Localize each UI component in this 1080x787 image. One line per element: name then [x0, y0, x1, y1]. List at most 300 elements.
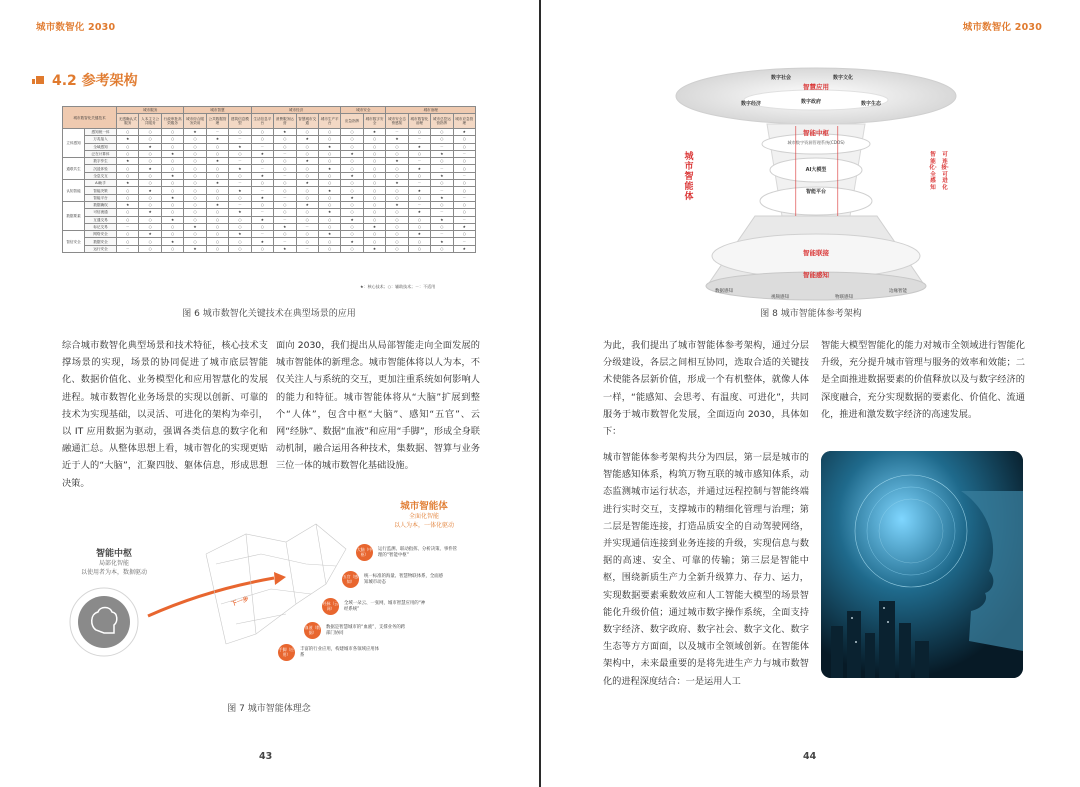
table-cell-symbol: －	[431, 231, 453, 238]
table-cell-symbol: －	[274, 194, 296, 201]
body-paragraph: 面向 2030，我们提出从局部智能走向全面发展的城市智能体的新理念。城市智能体将以人为本，不仅关注人与系统的交互，更加注重系统如何影响人的能力和特征。城市智能体将从“大脑”扩展到整个“人体”，包含中枢“大脑”、感知“五官”、云网“经脉”、数据“血液”和应用“手脚”，形成全身联动机制，融合运用各种技术，集数据、智算与业务三位一体的城市数智化基础设施。	[276, 340, 480, 472]
table-cell-symbol: ○	[206, 209, 228, 216]
table-cell-symbol: ★	[117, 136, 139, 143]
table-group-header: 城市智慧	[184, 107, 251, 114]
table-row	[63, 172, 476, 179]
table-cell-symbol: ★	[363, 129, 385, 136]
table-cell-symbol: ○	[386, 216, 408, 223]
arch-top-label: 数字政府	[801, 99, 822, 105]
table-cell-symbol: ○	[296, 143, 318, 150]
arch-top-label: 数字经济	[741, 101, 762, 107]
figure-caption: 图 8 城市智能体参考架构	[760, 309, 862, 319]
concept-badge: 血液（数据）	[304, 622, 321, 639]
table-cell-symbol: ○	[318, 223, 340, 230]
arch-right-vertical: 可连接·可进化	[941, 152, 949, 191]
table-cell-symbol: ★	[274, 245, 296, 252]
table-category-cell: 通联共生	[63, 158, 85, 180]
table-cell-symbol: ○	[274, 187, 296, 194]
table-cell-symbol: ○	[341, 223, 363, 230]
table-row	[63, 231, 476, 238]
table-cell-symbol: －	[229, 158, 251, 165]
table-cell-symbol: ○	[363, 143, 385, 150]
concept-item-text: 丰富的行业应用，构建城市各领域应用体系	[300, 646, 380, 658]
table-sub-header: 人本主义公共服务	[139, 114, 161, 129]
table-cell-symbol: ○	[161, 129, 183, 136]
table-cell-symbol: ○	[229, 223, 251, 230]
table-cell-symbol: ○	[386, 187, 408, 194]
table-cell-symbol: ★	[229, 143, 251, 150]
table-cell-symbol: －	[117, 245, 139, 252]
arch-hub-label: 智能中枢	[803, 129, 829, 137]
section-marker-icon	[36, 76, 44, 84]
table-cell-symbol: ○	[318, 129, 340, 136]
ai-head-image	[821, 451, 1023, 678]
table-cell-symbol: ○	[296, 194, 318, 201]
table-cell-symbol: ○	[229, 129, 251, 136]
table-cell-symbol: ○	[184, 209, 206, 216]
figure-city-agent-architecture	[675, 66, 957, 302]
table-cell-symbol: ○	[161, 231, 183, 238]
table-cell-symbol: ★	[184, 245, 206, 252]
table-sub-header: 生活信息平台	[251, 114, 273, 129]
table-cell-symbol: ○	[161, 143, 183, 150]
table-cell-symbol: ★	[341, 216, 363, 223]
table-cell-symbol: ○	[386, 209, 408, 216]
table-row	[63, 187, 476, 194]
table-sub-header: 消费服务运营	[274, 114, 296, 129]
table-cell-symbol: ★	[229, 165, 251, 172]
table-cell-symbol: －	[229, 180, 251, 187]
table-cell-symbol: ★	[408, 231, 430, 238]
table-row	[63, 158, 476, 165]
table-sub-header: 行政审批高效服务	[161, 114, 183, 129]
table-cell-symbol: ○	[184, 158, 206, 165]
table-cell-symbol: ○	[296, 238, 318, 245]
table-cell-symbol: ○	[341, 231, 363, 238]
table-cell-symbol: －	[251, 231, 273, 238]
table-tech-cell: 互通交易	[85, 216, 117, 223]
table-cell-symbol: ★	[453, 223, 475, 230]
table-cell-symbol: ★	[206, 136, 228, 143]
table-cell-symbol: ○	[184, 238, 206, 245]
arrow-label: 下一步	[230, 595, 250, 608]
table-sub-header: 城市总控运营指挥	[431, 114, 453, 129]
table-cell-symbol: －	[431, 143, 453, 150]
table-cell-symbol: ○	[139, 136, 161, 143]
table-sub-header: 城市生产平台	[318, 114, 340, 129]
table-cell-symbol: －	[274, 150, 296, 157]
table-cell-symbol: ★	[184, 129, 206, 136]
table-tech-cell: 智能平台	[85, 194, 117, 201]
concept-item	[278, 644, 382, 661]
arch-top-label: 数字社会	[771, 75, 792, 81]
tech-application-table	[62, 106, 476, 253]
concept-item-text: 数据是智慧城市的“血液”，支撑业务的跨部门协同	[326, 624, 406, 636]
table-cell-symbol: ○	[274, 158, 296, 165]
table-cell-symbol: ★	[408, 143, 430, 150]
table-cell-symbol: ○	[161, 136, 183, 143]
table-cell-symbol: ○	[117, 216, 139, 223]
table-cell-symbol: ○	[408, 194, 430, 201]
table-cell-symbol: ○	[408, 172, 430, 179]
table-tech-cell: 智能决策	[85, 187, 117, 194]
table-cell-symbol: ★	[161, 172, 183, 179]
table-cell-symbol: ○	[296, 172, 318, 179]
table-category-cell: 立体感知	[63, 129, 85, 158]
table-cell-symbol: －	[408, 201, 430, 208]
table-cell-symbol: ○	[184, 194, 206, 201]
table-cell-symbol: －	[386, 129, 408, 136]
table-tech-cell: 全息交互	[85, 172, 117, 179]
table-cell-symbol: ★	[251, 216, 273, 223]
table-tech-cell: 数字孪生	[85, 158, 117, 165]
table-cell-symbol: ○	[184, 180, 206, 187]
table-cell-symbol: ○	[296, 209, 318, 216]
table-cell-symbol: ★	[296, 158, 318, 165]
table-cell-symbol: ○	[117, 231, 139, 238]
table-cell-symbol: ★	[318, 209, 340, 216]
table-cell-symbol: ○	[274, 201, 296, 208]
table-cell-symbol: －	[229, 136, 251, 143]
table-cell-symbol: ○	[117, 150, 139, 157]
table-cell-symbol: ○	[139, 158, 161, 165]
table-cell-symbol: ★	[318, 187, 340, 194]
table-cell-symbol: ○	[274, 231, 296, 238]
concept-item-text: 全域一朵云、一张网，城市智慧应用的“神经系统”	[344, 600, 426, 612]
table-cell-symbol: ★	[431, 216, 453, 223]
table-cell-symbol: ○	[296, 231, 318, 238]
arch-right-vertical: 智能化·全感知	[929, 152, 937, 191]
table-cell-symbol: ★	[139, 209, 161, 216]
arch-top-label: 数字生态	[861, 101, 882, 107]
table-cell-symbol: ○	[318, 158, 340, 165]
table-cell-symbol: ○	[161, 165, 183, 172]
arrow-line	[148, 578, 274, 616]
table-cell-symbol: ○	[251, 180, 273, 187]
body-paragraph: 为此，我们提出了城市智能体参考架构，通过分层分级建设，各层之间相互协同，选取合适的关键技术使能各层新价值，形成一个有机整体，就像人体一样，“能感知、会思考、有温度、可进化”，共同服务于城市数智化发展，全面迈向 2030，具体如下：	[603, 340, 809, 438]
table-cell-symbol: ★	[161, 238, 183, 245]
table-tech-cell: 运行安全	[85, 245, 117, 252]
table-cell-symbol: ★	[274, 223, 296, 230]
table-cell-symbol: ★	[386, 158, 408, 165]
table-cell-symbol: ★	[206, 158, 228, 165]
table-cell-symbol: ○	[453, 201, 475, 208]
table-cell-symbol: －	[408, 158, 430, 165]
table-tech-cell: AI助手	[85, 180, 117, 187]
table-tech-cell: 沉浸体验	[85, 165, 117, 172]
table-cell-symbol: ★	[341, 150, 363, 157]
table-cell-symbol: ○	[453, 209, 475, 216]
table-cell-symbol: －	[117, 223, 139, 230]
table-cell-symbol: ○	[251, 136, 273, 143]
table-cell-symbol: ○	[408, 238, 430, 245]
table-cell-symbol: ○	[453, 143, 475, 150]
table-cell-symbol: ○	[161, 180, 183, 187]
concept-right-sub: 全面化智能	[408, 513, 439, 520]
table-cell-symbol: ○	[206, 187, 228, 194]
table-cell-symbol: ○	[206, 165, 228, 172]
arch-platform-label: 智能平台	[805, 189, 826, 195]
table-cell-symbol: ○	[318, 172, 340, 179]
table-cell-symbol: ○	[363, 136, 385, 143]
table-category-cell: 智信安全	[63, 231, 85, 253]
table-cell-symbol: －	[453, 150, 475, 157]
table-cell-symbol: ○	[229, 216, 251, 223]
table-cell-symbol: ○	[296, 129, 318, 136]
concept-item	[322, 598, 426, 615]
table-cell-symbol: ★	[117, 180, 139, 187]
figure-city-agent-concept	[56, 494, 496, 690]
concept-badge: 大脑（中枢）	[356, 544, 373, 561]
table-cell-symbol: ★	[296, 180, 318, 187]
table-cell-symbol: ○	[408, 129, 430, 136]
table-cell-symbol: ○	[206, 216, 228, 223]
table-cell-symbol: ○	[206, 194, 228, 201]
table-row	[63, 216, 476, 223]
table-cell-symbol: ★	[229, 187, 251, 194]
arch-left-vertical: 城市智能体	[684, 152, 694, 202]
table-cell-symbol: ○	[139, 245, 161, 252]
table-cell-symbol: ○	[161, 245, 183, 252]
table-cell-symbol: ○	[139, 238, 161, 245]
table-cell-symbol: －	[296, 245, 318, 252]
table-cell-symbol: ○	[139, 172, 161, 179]
table-cell-symbol: ○	[251, 129, 273, 136]
table-cell-symbol: ★	[206, 180, 228, 187]
table-cell-symbol: ○	[341, 165, 363, 172]
body-paragraph: 综合城市数智化典型场景和技术特征，核心技术支撑场景的实现，场景的协同促进了城市底层智能化、数据价值化、业务模型化和应用智慧化的发展进程。城市数智化业务场景的实现以创新、可靠的技术为实现基础，以灵活、可进化的架构为牵引，以 IT 应用数据为驱动，强调各类信息的数字化和融通汇总。从整体思想上看，城市智化的实现更贴近于人的“大脑”，汇聚四肢、躯体信息，形成思想决策。	[62, 340, 268, 489]
table-cell-symbol: ★	[431, 150, 453, 157]
concept-badge: 五官（感知）	[342, 571, 359, 588]
table-cell-symbol: ★	[229, 231, 251, 238]
table-cell-symbol: ★	[117, 201, 139, 208]
table-cell-symbol: ★	[251, 172, 273, 179]
table-cell-symbol: ○	[139, 201, 161, 208]
table-cell-symbol: ★	[431, 172, 453, 179]
table-row	[63, 143, 476, 150]
table-cell-symbol: ○	[206, 245, 228, 252]
table-cell-symbol: ○	[341, 245, 363, 252]
table-cell-symbol: ○	[251, 201, 273, 208]
table-sub-header: 无感确认式服务	[117, 114, 139, 129]
table-tech-cell: 数据确权	[85, 201, 117, 208]
table-cell-symbol: －	[274, 216, 296, 223]
concept-item-text: 统一标准的海量、智慧物联体系，全面感知城市动态	[364, 573, 444, 585]
table-cell-symbol: ○	[431, 180, 453, 187]
table-cell-symbol: －	[206, 129, 228, 136]
table-sub-header: 智慧城市交通	[296, 114, 318, 129]
table-cell-symbol: ★	[318, 143, 340, 150]
table-cell-symbol: ★	[296, 136, 318, 143]
table-cell-symbol: －	[453, 238, 475, 245]
table-cell-symbol: ○	[229, 245, 251, 252]
table-cell-symbol: ○	[431, 223, 453, 230]
table-cell-symbol: －	[431, 187, 453, 194]
table-cell-symbol: ★	[139, 143, 161, 150]
table-cell-symbol: ○	[229, 194, 251, 201]
table-group-header: 城市安全	[341, 107, 386, 114]
table-cell-symbol: ★	[139, 187, 161, 194]
concept-left-sub: 以使用者为本，数据驱动	[80, 569, 147, 576]
table-cell-symbol: ○	[318, 245, 340, 252]
table-tech-cell: 网络安全	[85, 231, 117, 238]
table-cell-symbol: ○	[274, 180, 296, 187]
table-cell-symbol: ○	[206, 238, 228, 245]
table-cell-symbol: ○	[184, 187, 206, 194]
table-cell-symbol: ○	[453, 158, 475, 165]
arch-os-label: 城市数字资源管理系统(CDOS)	[787, 140, 845, 145]
table-cell-symbol: ○	[251, 223, 273, 230]
table-cell-symbol: ○	[318, 194, 340, 201]
section-title-text: 4.2 参考架构	[52, 73, 138, 89]
table-cell-symbol: ○	[431, 129, 453, 136]
table-cell-symbol: ○	[184, 201, 206, 208]
table-cell-symbol: ○	[363, 231, 385, 238]
table-cell-symbol: ★	[453, 129, 475, 136]
running-head: 城市数智化 2030	[36, 22, 116, 33]
table-cell-symbol: ○	[139, 129, 161, 136]
table-cell-symbol: ★	[251, 194, 273, 201]
arch-app-label: 智慧应用	[803, 83, 829, 91]
table-cell-symbol: ★	[161, 194, 183, 201]
table-cell-symbol: ○	[363, 194, 385, 201]
table-sub-header: 城市数智化治理	[408, 114, 430, 129]
table-cell-symbol: ○	[386, 172, 408, 179]
concept-item	[356, 544, 460, 561]
table-cell-symbol: －	[431, 165, 453, 172]
arch-top-label: 数字文化	[833, 75, 854, 81]
table-sub-header: 应急指挥	[341, 114, 363, 129]
table-cell-symbol: ★	[363, 245, 385, 252]
table-cell-symbol: ○	[229, 238, 251, 245]
table-cell-symbol: ○	[251, 158, 273, 165]
table-cell-symbol: ○	[161, 209, 183, 216]
table-cell-symbol: ★	[386, 136, 408, 143]
table-cell-symbol: ○	[117, 187, 139, 194]
body-paragraph: 智能大模型智能化的能力对城市全领域进行智能化升级，充分提升城市管理与服务的效率和效能；二是全面推进数据要素的价值释放以及与数字经济的深度融合，充分实现数据的要素化、价值化、流通化，推进和激发数字经济的高速发展。	[821, 340, 1025, 420]
concept-badge: 手脚（应用）	[278, 644, 295, 661]
table-legend: ★：核心技术；○：辅助技术；－：不适用	[360, 284, 436, 289]
concept-right-sub: 以人为本，一体化驱动	[393, 522, 454, 529]
table-cell-symbol: －	[251, 209, 273, 216]
page-number: 44	[803, 751, 817, 762]
table-tech-cell: 数据安全	[85, 238, 117, 245]
section-title	[36, 70, 138, 90]
table-cell-symbol: ○	[206, 223, 228, 230]
table-tech-cell: 感知统一体	[85, 129, 117, 136]
table-cell-symbol: ★	[161, 150, 183, 157]
table-tech-cell: 泛在计算体	[85, 150, 117, 157]
table-sub-header: 公共数据管理	[206, 114, 228, 129]
table-cell-symbol: ○	[363, 238, 385, 245]
table-cell-symbol: ○	[184, 165, 206, 172]
table-cell-symbol: ★	[386, 180, 408, 187]
table-cell-symbol: ○	[117, 172, 139, 179]
table-group-header: 城市经济	[251, 107, 341, 114]
table-cell-symbol: ○	[139, 223, 161, 230]
table-cell-symbol: ○	[274, 136, 296, 143]
table-row	[63, 194, 476, 201]
table-cell-symbol: ○	[161, 201, 183, 208]
table-cell-symbol: ○	[431, 158, 453, 165]
table-cell-symbol: ○	[453, 180, 475, 187]
table-cell-symbol: ○	[296, 187, 318, 194]
table-sub-header: 建筑信息模型	[229, 114, 251, 129]
table-cell-symbol: ○	[184, 150, 206, 157]
table-cell-symbol: ○	[386, 223, 408, 230]
table-cell-symbol: －	[274, 238, 296, 245]
table-cell-symbol: ○	[341, 180, 363, 187]
body-paragraph: 城市智能体参考架构共分为四层，第一层是城市的智能感知体系，构筑万物互联的城市感知体系，动态监测城市运行状态，并通过远程控制与智能终端进行实时交互，支撑城市的精细化管理与治理；第二层是智能连接，打造品质安全的自动驾驶网络，并实现通信连接到业务连接的升级，实现信息与数据的高速、安全、可靠的传输；第三层是智能中枢，围绕新质生产力全新升级算力、存力、运力，实现数据要素乘数效应和人工智能大模型的场景智能化升级价值；通过城市数字操作系统，全面支持数字经济、数字政府、数字社会、数字文化、数字生态等方方面面，以及城市全领域创新。在智能体架构中，未来最重要的是将先进生产力与城市数智化的进程深度结合：一是运用人工	[603, 452, 809, 687]
table-cell-symbol: ○	[431, 201, 453, 208]
table-cell-symbol: －	[408, 136, 430, 143]
table-cell-symbol: ★	[363, 223, 385, 230]
table-cell-symbol: ★	[408, 209, 430, 216]
table-cell-symbol: －	[251, 143, 273, 150]
table-cell-symbol: ★	[408, 187, 430, 194]
table-cell-symbol: ○	[386, 231, 408, 238]
arch-connect-label: 智能联接	[803, 249, 829, 257]
table-cell-symbol: ○	[386, 143, 408, 150]
brain-icon	[78, 596, 130, 648]
table-cell-symbol: －	[274, 172, 296, 179]
table-cell-symbol: ★	[341, 238, 363, 245]
table-cell-symbol: －	[453, 194, 475, 201]
table-cell-symbol: ★	[431, 238, 453, 245]
arch-ai-label: AI大模型	[805, 167, 827, 173]
table-cell-symbol: ○	[363, 216, 385, 223]
table-sub-header: 城市安全态势感知	[386, 114, 408, 129]
table-cell-symbol: －	[251, 165, 273, 172]
table-cell-symbol: ○	[274, 165, 296, 172]
table-cell-symbol: ○	[341, 187, 363, 194]
table-row	[63, 165, 476, 172]
table-sub-header-row	[63, 114, 476, 129]
page-number: 43	[259, 751, 273, 762]
concept-right-title	[374, 498, 474, 530]
table-cell-symbol: ○	[117, 194, 139, 201]
table-cell-symbol: ○	[408, 223, 430, 230]
table-cell-symbol: ○	[386, 238, 408, 245]
table-row	[63, 180, 476, 187]
table-cell-symbol: ○	[318, 180, 340, 187]
table-cell-symbol: ○	[229, 172, 251, 179]
table-cell-symbol: ★	[117, 158, 139, 165]
table-cell-symbol: ○	[363, 180, 385, 187]
table-cell-symbol: ★	[139, 165, 161, 172]
running-head: 城市数智化 2030	[962, 22, 1042, 33]
table-cell-symbol: ○	[363, 201, 385, 208]
table-cell-symbol: ○	[251, 245, 273, 252]
table-cell-symbol: ★	[161, 216, 183, 223]
figure-caption: 图 7 城市智能体理念	[227, 704, 311, 714]
concept-item	[342, 571, 446, 588]
table-cell-symbol: －	[453, 216, 475, 223]
table-cell-symbol: －	[408, 180, 430, 187]
right-page	[541, 0, 1080, 787]
concept-item	[304, 622, 408, 639]
table-cell-symbol: ○	[453, 136, 475, 143]
table-cell-symbol: ★	[386, 201, 408, 208]
table-cell-symbol: ★	[318, 165, 340, 172]
table-sub-header: 城市数字安全	[363, 114, 385, 129]
concept-badge: 经脉（云网）	[322, 598, 339, 615]
table-corner-header: 城市数智化关键技术	[63, 107, 117, 129]
table-cell-symbol: ○	[296, 150, 318, 157]
table-cell-symbol: ○	[139, 194, 161, 201]
table-cell-symbol: ○	[386, 150, 408, 157]
table-cell-symbol: ○	[318, 150, 340, 157]
